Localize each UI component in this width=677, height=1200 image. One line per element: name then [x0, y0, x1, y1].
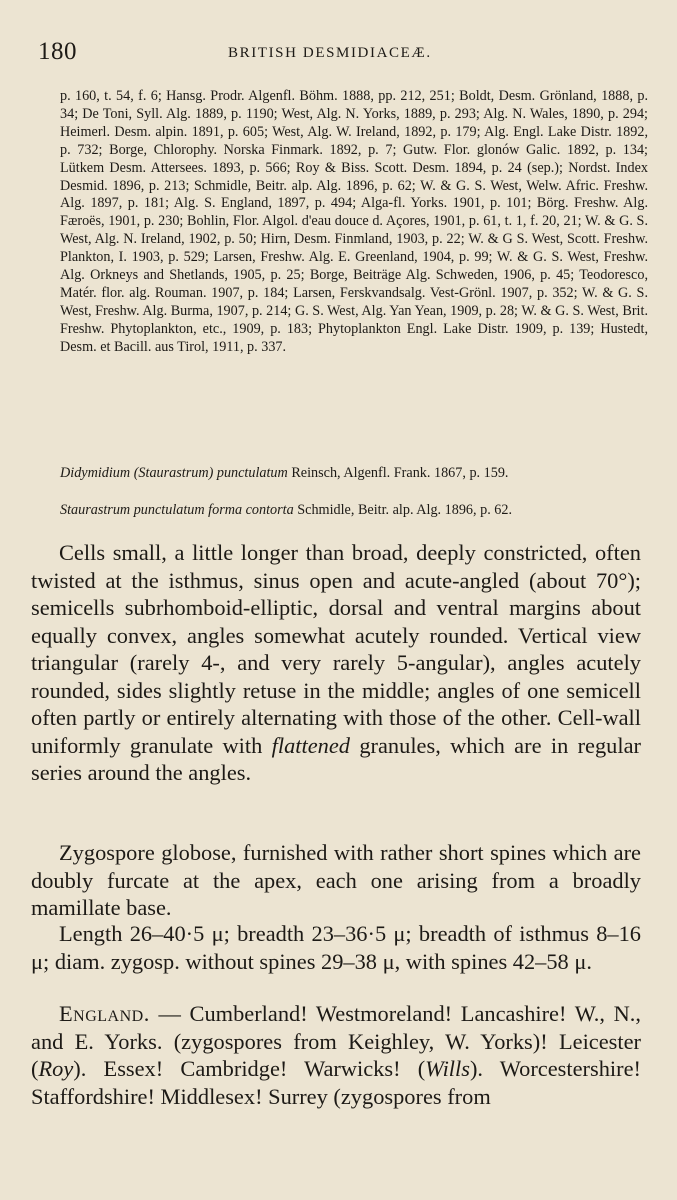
synonym-citation: Schmidle, Beitr. alp. Alg. 1896, p. 62.	[297, 502, 513, 518]
synonym-citation: Reinsch, Algenfl. Frank. 1867, p. 159.	[291, 465, 509, 481]
country-heading: England.	[59, 1001, 150, 1026]
distribution-paragraph: England. — Cumberland! Westmoreland! Lancashire! W., N., and E. Yorks. (zygospores from Keighley, W. Yorks)! Leicester (Roy). Essex! Cambridge! Warwicks! (Wills). Worcestershire! Staffordshire! Middlesex! Surrey (zygospores from	[31, 1001, 641, 1109]
references-block	[60, 88, 648, 357]
collector-roy: Roy	[38, 1056, 74, 1081]
synonym-entry	[60, 502, 648, 520]
running-head: BRITISH DESMIDIACEÆ.	[228, 45, 432, 61]
synonym-entry	[60, 465, 648, 483]
page-header	[38, 38, 647, 66]
collector-wills: Wills	[425, 1056, 470, 1081]
page-number: 180	[38, 38, 77, 65]
references-text: p. 160, t. 54, f. 6; Hansg. Prodr. Algenfl. Böhm. 1888, pp. 212, 251; Boldt, Desm. Grönland, 1888, p. 34; De Toni, Syll. Alg. 1889, p. 1190; West, Alg. N. Yorks, 1889, p. 293; Alg. N. Wales, 1890, p. 294; Heimerl. Desm. alpin. 1891, p. 605; West, Alg. W. Ireland, 1892, p. 179; Alg. Engl. Lake Distr. 1892, p. 732; Borge, Chlorophy. Norska Finmark. 1892, p. 7; Gutw. Flor. glonów Galic. 1892, p. 134; Lütkem Desm. Attersees. 1893, p. 566; Roy & Biss. Scott. Desm. 1894, p. 24 (sep.); Nordst. Index Desmid. 1896, p. 213; Schmidle, Beitr. alp. Alg. 1896, p. 62; W. & G. S. West, Welw. Afric. Freshw. Alg. 1897, p. 181; Alg. S. England, 1897, p. 494; Alga-fl. Yorks. 1901, p. 101; Börg. Freshw. Alg. Færoës, 1901, p. 230; Bohlin, Flor. Algol. d'eau douce d. Açores, 1901, p. 61, t. 1, f. 20, 21; W. & G. S. West, Alg. N. Ireland, 1902, p. 50; Hirn, Desm. Finmland, 1903, p. 22; W. & G S. West, Scott. Freshw. Plankton, I. 1903, p. 529; Larsen, Freshw. Alg. E. Greenland, 1904, p. 99; W. & G. S. West, Freshw. Alg. Orkneys and Shetlands, 1905, p. 25; Borge, Beiträge Alg. Schweden, 1906, p. 45; Teodoresco, Matér. flor. alg. Rouman. 1907, p. 184; Larsen, Ferskvandsalg. Vest-Grönl. 1907, p. 352; W. & G. S. West, Freshw. Alg. Burma, 1907, p. 214; G. S. West, Alg. Yan Yean, 1909, p. 28; W. & G. S. West, Brit. Freshw. Phytoplankton, etc., 1909, p. 183; Phytoplankton Engl. Lake Distr. 1909, p. 139; Hustedt, Desm. et Bacill. aus Tirol, 1911, p. 337.	[60, 88, 648, 355]
synonym-name: Staurastrum punctulatum forma contorta	[60, 502, 294, 518]
synonym-name: Didymidium (Staurastrum) punctulatum	[60, 465, 288, 481]
dimensions-paragraph: Length 26–40·5 μ; breadth 23–36·5 μ; breadth of isthmus 8–16 μ; diam. zygosp. without spines 29–38 μ, with spines 42–58 μ.	[31, 921, 641, 974]
emphasis-text: flattened	[271, 732, 351, 758]
zygospore-paragraph: Zygospore globose, furnished with rather short spines which are doubly furcate at the apex, each one arising from a broadly mamillate base.	[31, 840, 641, 920]
description-paragraph: Cells small, a little longer than broad, deeply constricted, often twisted at the isthmus, sinus open and acute-angled (about 70°); semicells subrhomboid-elliptic, dorsal and ventral margins about equally convex, angles somewhat acutely rounded. Vertical view triangular (rarely 4-, and very rarely 5-angular), angles acutely rounded, sides slightly retuse in the middle; angles of one semicell often partly or entirely alternating with those of the other. Cell-wall uniformly granulate with flattened granules, which are in regular series around the angles.	[31, 540, 641, 785]
